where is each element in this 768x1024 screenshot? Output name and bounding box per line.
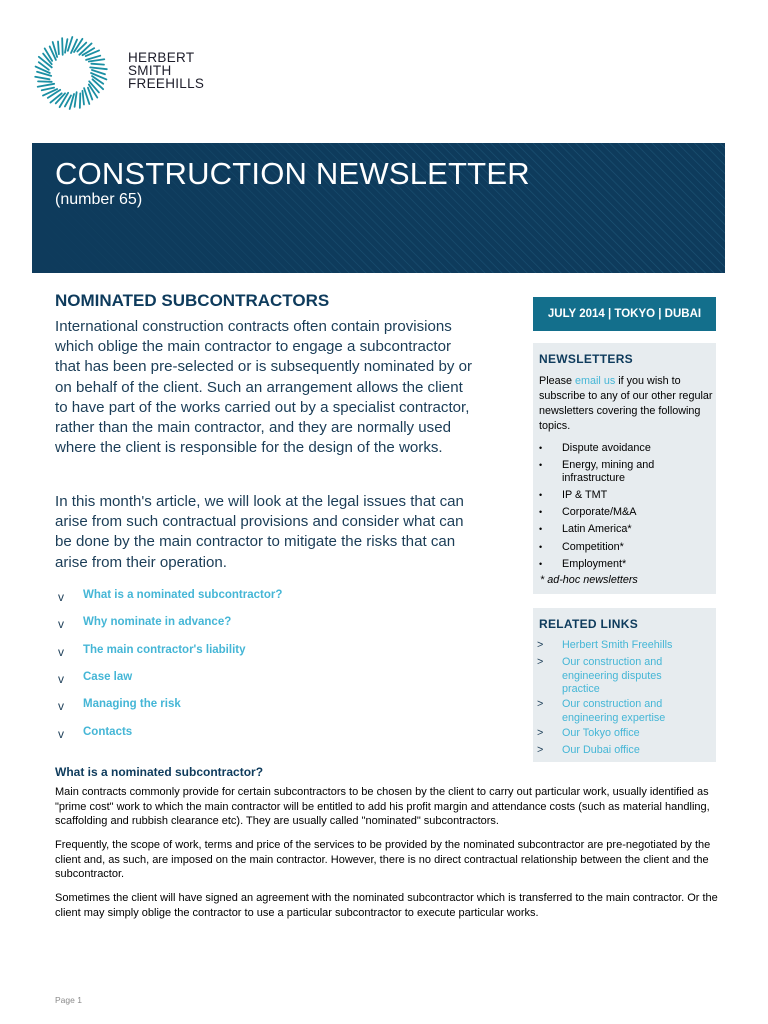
logo-ray [38,84,54,87]
brand-wordmark [128,51,204,90]
bullet-icon: • [539,524,543,534]
related-links-panel [533,608,716,762]
newsletter-number: (number 65) [55,191,143,208]
chevron-right-icon: > [537,744,544,756]
related-link[interactable]: Our construction and engineering disputes practice [562,656,663,695]
bullet-icon: • [539,507,543,517]
sunburst-logo-icon [33,35,109,111]
topic-label: Latin America* [562,523,632,535]
newsletters-heading: NEWSLETTERS [539,352,633,366]
body-paragraph-2: Frequently, the scope of work, terms and price of the services to be provided by the nominated subcontractor are pre-negotiated by the client and, as such, are imposed on the main contractor. However, there is no direct contractual relationship between the client and the subcontractor. [55,839,711,880]
wordmark-line-3: FREEHILLS [128,76,205,91]
logo-ray [62,38,63,55]
email-us-link[interactable]: email us [575,375,616,387]
logo-ray [82,91,84,105]
chevron-down-icon: v [58,672,64,686]
chevron-down-icon: v [58,699,64,713]
date-location-badge: JULY 2014 | TOKYO | DUBAI [533,297,716,331]
logo-ray [91,64,104,65]
newsletter-banner [32,143,725,273]
toc-link[interactable]: Managing the risk [83,698,181,710]
topic-label: Corporate/M&A [562,506,637,518]
logo-ray [89,59,104,61]
topic-label: Dispute avoidance [562,442,651,454]
related-links-heading: RELATED LINKS [539,617,639,631]
related-link[interactable]: Our Dubai office [562,744,640,756]
chevron-right-icon: > [537,698,544,710]
bullet-icon: • [539,542,543,552]
chevron-right-icon: > [537,639,544,651]
newsletters-panel [533,343,716,594]
chevron-down-icon: v [58,617,64,631]
wordmark-line-2: SMITH [128,63,172,78]
section-heading: What is a nominated subcontractor? [55,765,264,779]
related-link[interactable]: Our construction and engineering expertise [562,698,666,724]
logo-ray [90,67,107,69]
toc-link[interactable]: The main contractor's liability [83,644,246,656]
topic-label: Energy, mining and infrastructure [562,459,655,484]
intro-text-before: Please [539,375,576,387]
chevron-down-icon: v [58,590,64,604]
newsletters-intro [539,374,715,434]
logo-ray [75,92,77,107]
logo-ray [68,37,73,51]
page-number: Page 1 [55,995,82,1005]
toc-link[interactable]: Case law [83,671,133,683]
related-link[interactable]: Our Tokyo office [562,727,640,739]
bullet-icon: • [539,559,543,569]
chevron-right-icon: > [537,656,544,668]
article-title: NOMINATED SUBCONTRACTORS [55,291,330,310]
body-paragraph-1: Main contracts commonly provide for certain subcontractors to be chosen by the client to carry out particular work, usually identified as "prime cost" work to which the main contractor will be entitled to add his profit margin and attendance costs (such as material handling, scaffolding and rubbish clearance etc). They are usually called "nominated" subcontractors. [55,786,710,827]
topic-label: Employment* [562,558,627,570]
chevron-down-icon: v [58,727,64,741]
logo-ray [58,42,59,55]
body-paragraph-3: Sometimes the client will have signed an agreement with the nominated subcontractor which is transferred to the main contractor. Or the client may simply oblige the contractor to use a particular subcontractor to execute particular works. [55,892,718,919]
bullet-icon: • [539,460,543,470]
chevron-right-icon: > [537,727,544,739]
toc-link[interactable]: Why nominate in advance? [83,616,232,628]
toc-link[interactable]: Contacts [83,726,133,738]
topic-label: IP & TMT [562,489,608,501]
chevron-down-icon: v [58,645,64,659]
bullet-icon: • [539,443,543,453]
related-link[interactable]: Herbert Smith Freehills [562,639,673,651]
bullet-icon: • [539,490,543,500]
topic-label: Competition* [562,541,624,553]
logo-ray [42,88,54,91]
intro-text-after: if you wish to subscribe to any of our other regular newsletters covering the following topics. [539,375,713,432]
newsletter-title: CONSTRUCTION NEWSLETTER [55,156,530,191]
ad-hoc-note: * ad-hoc newsletters [540,574,638,586]
herbert-smith-freehills-logo[interactable] [33,35,109,111]
wordmark-line-1: HERBERT [128,50,195,65]
logo-ray [35,77,49,80]
lead-paragraph-1: International construction contracts often contain provisions which oblige the main contractor to engage a subcontractor that has been pre-selected or is subsequently nominated by or on behalf of the client. Such an arrangement allows the client to have part of the works carried out by a specialist contractor, rather than the main contractor, and they are normally used where the client is responsible for the design of the works. [55,318,473,457]
toc-link[interactable]: What is a nominated subcontractor? [83,589,283,601]
lead-paragraph-2: In this month's article, we will look at the legal issues that can arise from such contractual provisions and consider what can be done by the main contractor to mitigate the risks that can arise from their operation. [55,493,464,571]
